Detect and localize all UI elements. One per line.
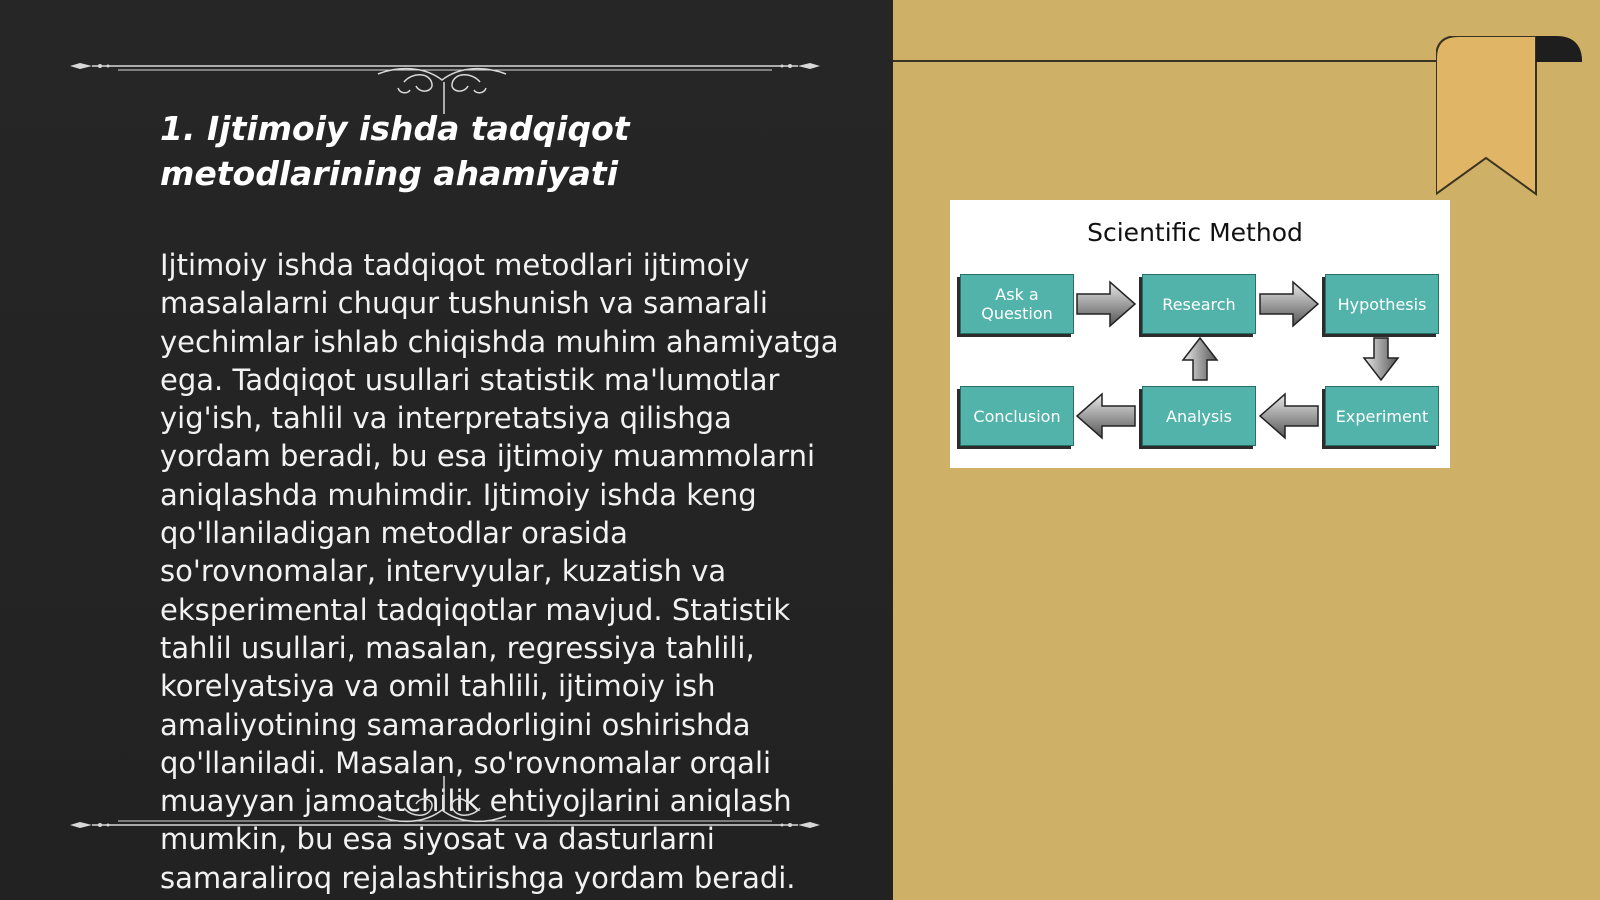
slide-title: 1. Ijtimoiy ishda tadqiqot metodlarining ahamiyati xyxy=(160,109,630,193)
scientific-method-diagram xyxy=(950,200,1450,468)
arrow-up-icon xyxy=(1183,338,1217,380)
step-conclusion: Conclusion xyxy=(960,386,1074,446)
step-ask-question: Ask a Question xyxy=(960,274,1074,334)
arrow-left-icon xyxy=(1260,394,1318,438)
slide-body-text: Ijtimoiy ishda tadqiqot metodlari ijtimoiy masalalarni chuqur tushunish va samarali yechimlar ishlab chiqishda muhim ahamiyatga ega. Tadqiqot usullari statistik ma'lumotlar yig'ish, tahlil va interpretatsiya qilishga yordam beradi, bu esa ijtimoiy muammolarni aniqlashda muhimdir. Ijtimoiy ishda keng qo'llaniladigan metodlar orasida so'rovnomalar, intervyular, kuzatish va eksperimental tadqiqotlar mavjud. Statistik tahlil usullari, masalan, regressiya tahlili, korelyatsiya va omil tahlili, ijtimoiy ish amaliyotining samaradorligini oshirishda qo'llaniladi. Masalan, so'rovnomalar orqali muayyan jamoatchilik ehtiyojlarini aniqlash mumkin, bu esa siyosat va dasturlarni samaraliroq rejalashtirishga yordam beradi. xyxy=(160,248,839,895)
step-hypothesis: Hypothesis xyxy=(1325,274,1439,334)
diagram-title: Scientific Method xyxy=(1087,218,1303,247)
bookmark-ribbon-icon xyxy=(1436,36,1600,200)
ornamental-divider-icon xyxy=(0,52,893,114)
header-line xyxy=(893,60,1438,62)
step-analysis: Analysis xyxy=(1142,386,1256,446)
arrow-left-icon xyxy=(1077,394,1135,438)
step-research: Research xyxy=(1142,274,1256,334)
ornamental-divider-icon xyxy=(0,770,893,840)
diagram-arrows xyxy=(950,200,1450,468)
arrow-right-icon xyxy=(1260,282,1318,326)
arrow-right-icon xyxy=(1077,282,1135,326)
arrow-down-icon xyxy=(1364,338,1398,380)
step-experiment: Experiment xyxy=(1325,386,1439,446)
